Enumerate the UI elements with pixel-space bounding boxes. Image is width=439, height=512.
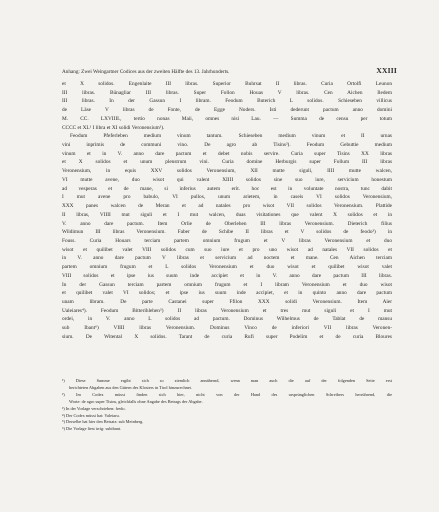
text-line: sium. De Witental X solidos. Tarant de curia Rufi super Podelim et de curia Bloures: [62, 333, 392, 340]
text-line: Veronensium, in equis XXV solidos Veronensium, XII mutte siguli, IIII mutte walcen,: [62, 168, 392, 175]
body-text: [62, 80, 392, 342]
text-line: III libras. In der Gassun I libram. Feodum Buterich L solidos. Schieseben villicus: [62, 98, 392, 105]
text-line: vinum et in V. anno dare pactum et debet nobis servire. Curia super Tisins XX libras: [62, 150, 392, 157]
footnote-line: ⁵) Derselbe hat hier den Beisatz: sub Meinberg.: [62, 419, 144, 425]
text-line: wisot et quilibet valet VIII solidos cum suo iure et pro uno wisot ad natales VII solidos et: [62, 246, 392, 253]
text-line: VIII solidos et ipse ius suum inde accipiet et in V. anno dare pactum III libras.: [62, 272, 392, 279]
text-line: sub Ibant⁶) VIIII libras Veronensium. Dominus Vinco de inferiori VII libras Veronen-: [62, 325, 392, 332]
footnote-line: Worte: de agro super Tisins, gleichfalls ohne Angabe des Betrags der Abgabe.: [69, 398, 203, 404]
text-line: unam libram. De parte Castanei super Ffilon XXX solidi Veronensium. Item Aier: [62, 298, 392, 305]
text-line: Fouss. Curia Houars terciam partem omnium frugum et V libras Veronensium et duo: [62, 237, 392, 244]
text-line: Feodum Pfeferleben medium vinum tantum. Schieseben medium vinum et II urnas: [70, 133, 392, 140]
page-header: [62, 66, 397, 75]
page-number: XXIII: [376, 66, 397, 75]
footnote-line: berichteten Abgaben aus den Gütern des Klosters in Tirol hinzurechnet.: [69, 384, 192, 390]
text-line: partem omnium frugum et L solidos Veronensium et duo wisot et quilibet wisot valet: [62, 264, 392, 271]
text-line: VI mutte avene, duo wisot qui valent XIIII solidos sine suo iure, servicium honestum: [62, 176, 392, 183]
footnote-line: ⁶) Die Vorlage liest irrig: subibant.: [62, 426, 122, 432]
text-line: I mut avene pro babulo, VI pullos, unum arietem, in caseis VI solidos Veronensium,: [62, 194, 392, 201]
footnote-line: ¹) Diese Summe ergibt sich so ziemlich annähernd, wenn man auch die auf der folgenden Seite erst: [62, 378, 392, 383]
text-line: et X solidos et unum plenstrum vini. Curia domine Herburgis super Follum III libras: [62, 159, 392, 166]
text-line: ad vesperas et de mane, si inferius autem erit. hoc est in voluntate nostra, tunc dabit: [62, 185, 392, 192]
text-line: M. CC. LXVIIII., tertio nonas Maii, omnes nisi Lau. — Summa de censu per totum: [62, 115, 392, 122]
footnote-line: ²) Im Codex müsst finden sich hier, nicht von der Hand des ursprünglichen Schreibers herrührend, die: [62, 391, 392, 397]
text-line: II libras, VIIII mut siguli et I mut walcen, duas visitationes que valent X solidos et in: [62, 211, 392, 218]
text-line: vini inprimis de communi vino. De agro ab Tisins²). Feodum Gebuttie medium: [62, 142, 392, 149]
text-line: in V. anno dare pactum V libras et servicium ad noctem et mane. Cen Aichen terciam: [62, 255, 392, 262]
text-line: In der Gassun terciam partem omnium frugum et I libram Veronensium et duo wisot: [62, 281, 392, 288]
text-line: de Läse V libras de Fonte, de Egge Noders. Isti dederunt pactum anno domini: [62, 107, 392, 114]
text-line: XXX panes walcen de Meran et ad natales pro wisot VII solidos Veronensium. Plattide: [62, 203, 392, 210]
text-line: ordei, in V. anno L solidos ad pactum. Dominus Wilhelmus de Tablat de mansu: [62, 316, 392, 323]
footnotes: [62, 378, 392, 433]
text-line: et quilibet valet VI solidos; et ipse ius suum inde accipiet, et in quinto anno dare pactum: [62, 290, 392, 297]
text-line: V. anno dare pactum. Item Orlie de Oberlehen III libras Veronensium. Dieterich filius: [62, 220, 392, 227]
text-line: CCCC et XL¹ I libra et XI solidi Veronensium¹).: [62, 124, 165, 131]
footnote-line: ³) In der Vorlage verschrieben: fredo.: [62, 405, 126, 411]
footnote-line: ⁴) Der Codex müsst hat: Valeiaru.: [62, 412, 120, 418]
text-line: III libras. Bünagliar III libras. Super Follon Houas V libras. Cen Aichen Iledem: [62, 89, 392, 96]
text-line: et X solidos. Engenlaite III libras. Superior Buhrsat II libras. Curia Ortolfi Leunon: [62, 81, 392, 87]
running-title: Anhang: Zwei Weingartner Codices aus der zweiten Hälfte des 13. Jahrhunderts.: [62, 69, 230, 75]
text-line: Wildimun III libras Veronensium. Faber de Schibe II libras et V solidos de feodo³) in: [62, 229, 392, 236]
text-line: Ualeiares⁴). Feodum Bitterihlehen⁵) II libras Veronensium et tres mut siguli et I mut: [62, 307, 392, 314]
